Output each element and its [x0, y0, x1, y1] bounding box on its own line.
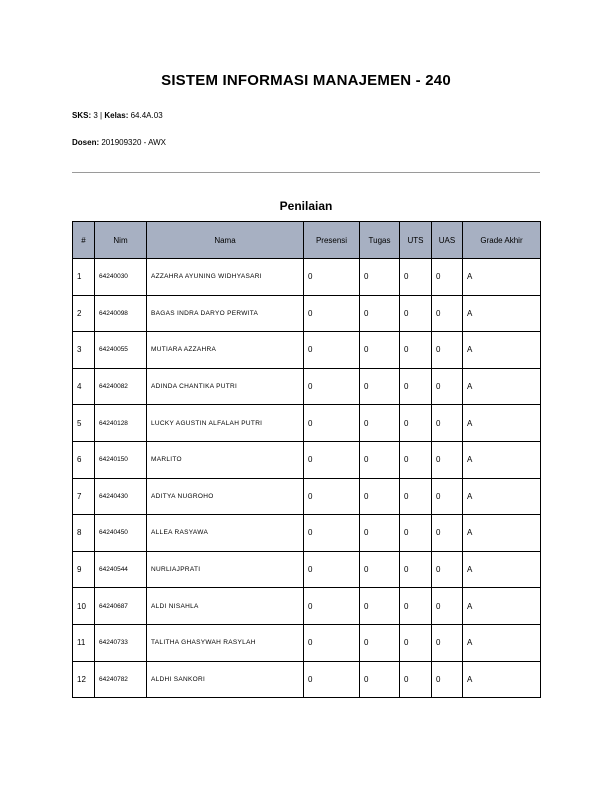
cell-uts: 0 [400, 551, 432, 588]
cell-nama: BAGAS INDRA DARYO PERWITA [147, 295, 304, 332]
cell-uts: 0 [400, 588, 432, 625]
cell-presensi: 0 [304, 624, 360, 661]
cell-grade-akhir: A [463, 661, 541, 698]
cell-uas: 0 [432, 259, 463, 296]
cell-uts: 0 [400, 368, 432, 405]
sks-value: 3 [93, 111, 98, 120]
cell-row-number: 2 [73, 295, 95, 332]
cell-nama: AZZAHRA AYUNING WIDHYASARI [147, 259, 304, 296]
column-header-presensi: Presensi [304, 222, 360, 259]
cell-tugas: 0 [360, 588, 400, 625]
cell-presensi: 0 [304, 551, 360, 588]
cell-row-number: 1 [73, 259, 95, 296]
cell-uas: 0 [432, 441, 463, 478]
cell-nama: MUTIARA AZZAHRA [147, 332, 304, 369]
cell-grade-akhir: A [463, 259, 541, 296]
table-row [73, 478, 541, 515]
cell-uts: 0 [400, 259, 432, 296]
table-row [73, 588, 541, 625]
cell-uas: 0 [432, 405, 463, 442]
table-row [73, 624, 541, 661]
grades-table [72, 221, 541, 698]
cell-presensi: 0 [304, 661, 360, 698]
cell-grade-akhir: A [463, 368, 541, 405]
course-info [72, 111, 163, 120]
cell-grade-akhir: A [463, 515, 541, 552]
cell-uts: 0 [400, 478, 432, 515]
cell-nim: 64240782 [95, 661, 147, 698]
table-row [73, 405, 541, 442]
table-row [73, 368, 541, 405]
cell-tugas: 0 [360, 551, 400, 588]
cell-uas: 0 [432, 332, 463, 369]
cell-uts: 0 [400, 295, 432, 332]
cell-uas: 0 [432, 551, 463, 588]
column-header-grade-akhir: Grade Akhir [463, 222, 541, 259]
table-row [73, 661, 541, 698]
cell-grade-akhir: A [463, 551, 541, 588]
cell-nama: NURLIAJPRATI [147, 551, 304, 588]
cell-uas: 0 [432, 588, 463, 625]
cell-tugas: 0 [360, 624, 400, 661]
cell-presensi: 0 [304, 478, 360, 515]
cell-grade-akhir: A [463, 624, 541, 661]
table-row [73, 515, 541, 552]
cell-grade-akhir: A [463, 405, 541, 442]
cell-tugas: 0 [360, 661, 400, 698]
table-row [73, 295, 541, 332]
cell-uts: 0 [400, 405, 432, 442]
cell-presensi: 0 [304, 405, 360, 442]
column-header-tugas: Tugas [360, 222, 400, 259]
cell-nama: ALDI NISAHLA [147, 588, 304, 625]
kelas-value: 64.4A.03 [130, 111, 163, 120]
cell-nim: 64240733 [95, 624, 147, 661]
cell-grade-akhir: A [463, 478, 541, 515]
cell-tugas: 0 [360, 405, 400, 442]
cell-uas: 0 [432, 624, 463, 661]
cell-row-number: 9 [73, 551, 95, 588]
table-header-row [73, 222, 541, 259]
cell-presensi: 0 [304, 259, 360, 296]
cell-presensi: 0 [304, 295, 360, 332]
cell-nama: ADINDA CHANTIKA PUTRI [147, 368, 304, 405]
cell-uas: 0 [432, 295, 463, 332]
table-row [73, 259, 541, 296]
cell-nim: 64240450 [95, 515, 147, 552]
cell-uts: 0 [400, 441, 432, 478]
cell-nim: 64240098 [95, 295, 147, 332]
cell-row-number: 3 [73, 332, 95, 369]
cell-nama: LUCKY AGUSTIN ALFALAH PUTRI [147, 405, 304, 442]
cell-nim: 64240430 [95, 478, 147, 515]
cell-nama: TALITHA GHASYWAH RASYLAH [147, 624, 304, 661]
cell-tugas: 0 [360, 259, 400, 296]
cell-uas: 0 [432, 368, 463, 405]
lecturer-info [72, 138, 166, 147]
page-title: SISTEM INFORMASI MANAJEMEN - 240 [161, 72, 451, 89]
table-row [73, 332, 541, 369]
cell-row-number: 4 [73, 368, 95, 405]
cell-tugas: 0 [360, 332, 400, 369]
cell-nim: 64240082 [95, 368, 147, 405]
cell-presensi: 0 [304, 588, 360, 625]
cell-tugas: 0 [360, 515, 400, 552]
cell-row-number: 10 [73, 588, 95, 625]
cell-nama: ALDHI SANKORI [147, 661, 304, 698]
cell-tugas: 0 [360, 368, 400, 405]
cell-nim: 64240687 [95, 588, 147, 625]
cell-nim: 64240544 [95, 551, 147, 588]
cell-tugas: 0 [360, 441, 400, 478]
cell-row-number: 12 [73, 661, 95, 698]
cell-nama: ALLEA RASYAWA [147, 515, 304, 552]
cell-uas: 0 [432, 515, 463, 552]
cell-uts: 0 [400, 332, 432, 369]
cell-nama: MARLITO [147, 441, 304, 478]
cell-grade-akhir: A [463, 588, 541, 625]
column-header-uas: UAS [432, 222, 463, 259]
cell-uts: 0 [400, 515, 432, 552]
cell-grade-akhir: A [463, 295, 541, 332]
cell-row-number: 11 [73, 624, 95, 661]
cell-uas: 0 [432, 478, 463, 515]
section-title: Penilaian [279, 199, 333, 213]
cell-nim: 64240055 [95, 332, 147, 369]
dosen-label: Dosen: [72, 138, 100, 147]
column-header-nama: Nama [147, 222, 304, 259]
cell-nim: 64240128 [95, 405, 147, 442]
cell-tugas: 0 [360, 295, 400, 332]
dosen-value: 201909320 - AWX [101, 138, 166, 147]
cell-row-number: 5 [73, 405, 95, 442]
divider [72, 172, 540, 173]
table-row [73, 551, 541, 588]
cell-nama: ADITYA NUGROHO [147, 478, 304, 515]
cell-uts: 0 [400, 624, 432, 661]
cell-presensi: 0 [304, 441, 360, 478]
separator: | [100, 111, 103, 120]
sks-label: SKS: [72, 111, 92, 120]
cell-grade-akhir: A [463, 441, 541, 478]
cell-presensi: 0 [304, 332, 360, 369]
table-row [73, 441, 541, 478]
cell-nim: 64240030 [95, 259, 147, 296]
cell-presensi: 0 [304, 368, 360, 405]
column-header-uts: UTS [400, 222, 432, 259]
cell-uas: 0 [432, 661, 463, 698]
cell-nim: 64240150 [95, 441, 147, 478]
cell-presensi: 0 [304, 515, 360, 552]
kelas-label: Kelas: [104, 111, 129, 120]
table-body [73, 259, 541, 698]
cell-tugas: 0 [360, 478, 400, 515]
cell-uts: 0 [400, 661, 432, 698]
cell-row-number: 7 [73, 478, 95, 515]
column-header-number: # [73, 222, 95, 259]
column-header-nim: Nim [95, 222, 147, 259]
cell-grade-akhir: A [463, 332, 541, 369]
cell-row-number: 6 [73, 441, 95, 478]
cell-row-number: 8 [73, 515, 95, 552]
